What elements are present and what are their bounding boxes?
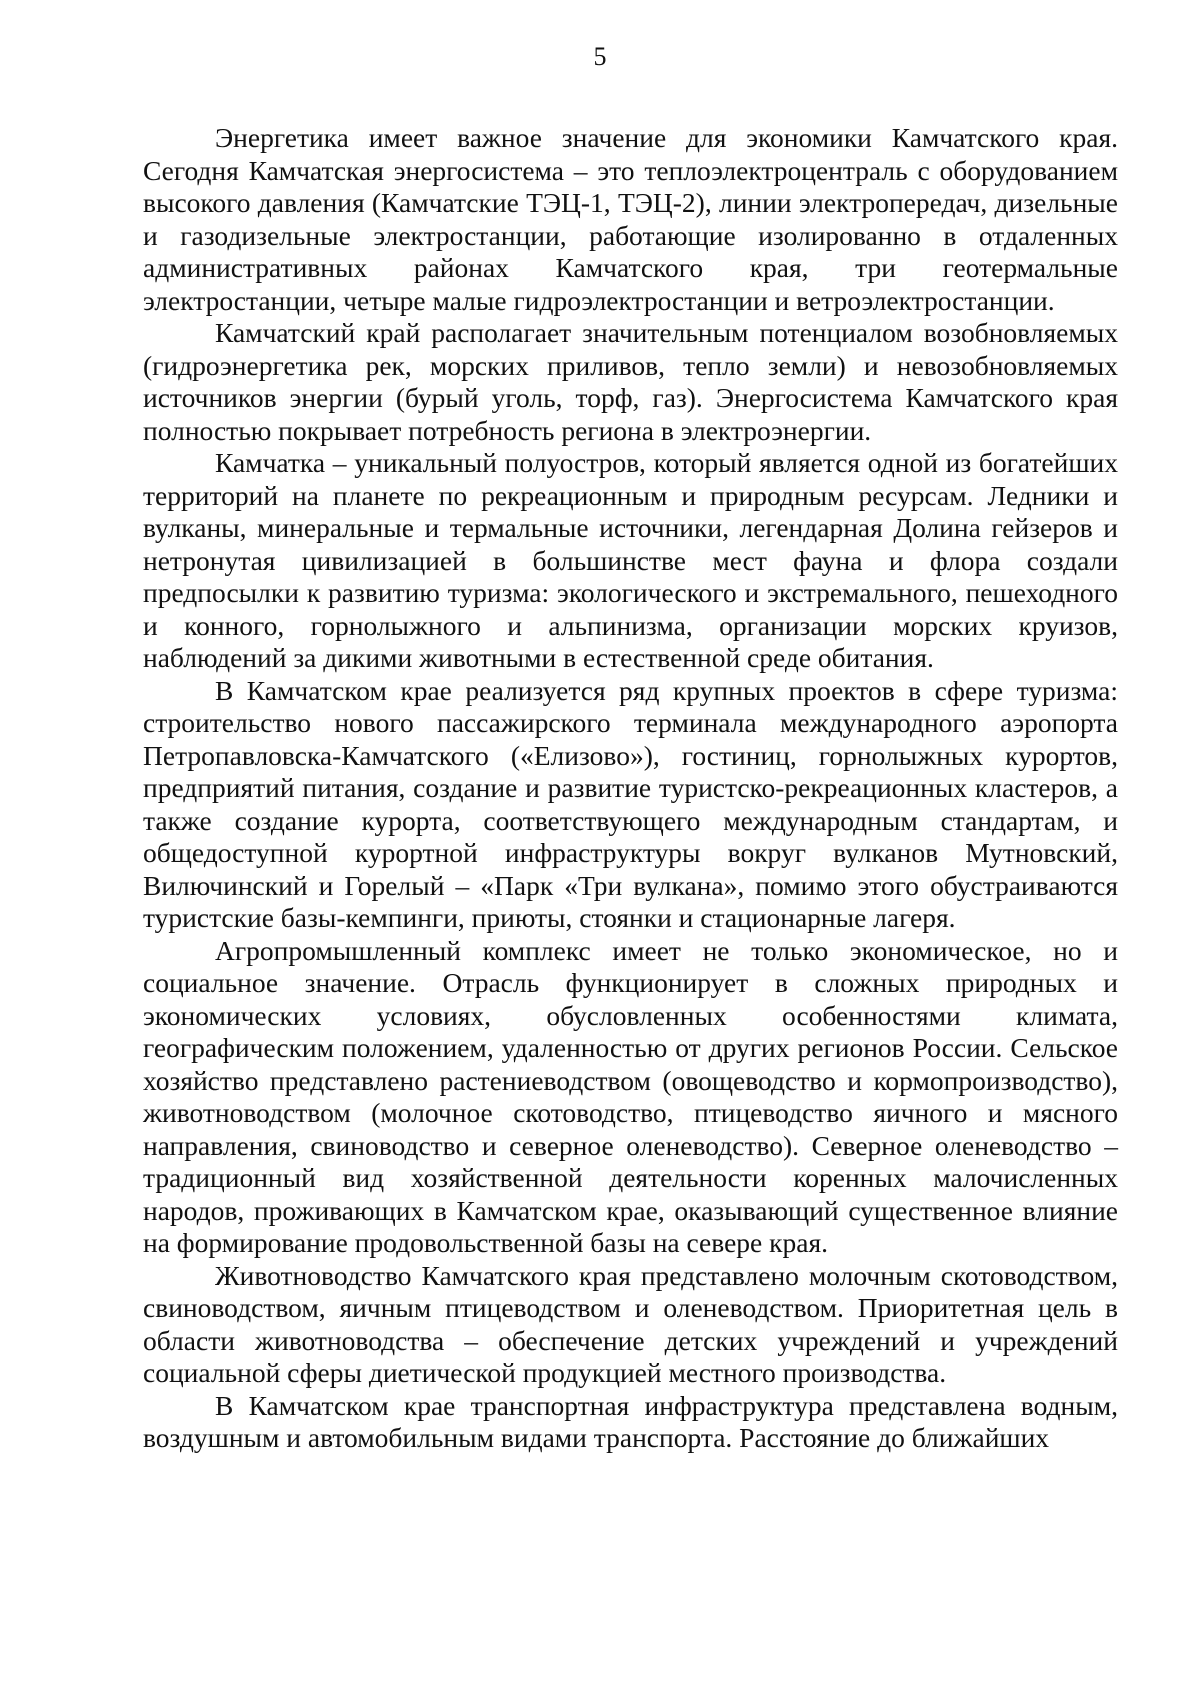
document-body [143, 122, 1118, 1455]
paragraph-energy-potential: Камчатский край располагает значительным потенциалом возобновляемых (гидроэнергетика рек, морских приливов, тепло земли) и невозобновляемых источников энергии (бурый уголь, торф, газ). Энергосистема Камчатского края полностью покрывает потребность региона в электроэнергии. [143, 317, 1118, 446]
paragraph-tourism-projects: В Камчатском крае реализуется ряд крупных проектов в сфере туризма: строительство нового пассажирского терминала международного аэропорта Петропавловска-Камчатского («Елизово»), гостиниц, горнолыжных курортов, предприятий питания, создание и развитие туристско-рекреационных кластеров, а также создание курорта, соответствующего международным стандартам, и общедоступной курортной инфраструктуры вокруг вулканов Мутновский, Вилючинский и Горелый – «Парк «Три вулкана», помимо этого обустраиваются туристские базы-кемпинги, приюты, стоянки и стационарные лагеря. [143, 674, 1118, 933]
page-number: 5 [593, 42, 607, 71]
paragraph-livestock: Животноводство Камчатского края представлено молочным скотоводством, свиноводством, яичным птицеводством и оленеводством. Приоритетная цель в области животноводства – обеспечение детских учреждений и учреждений социальной сферы диетической продукцией местного производства. [143, 1259, 1118, 1388]
paragraph-transport: В Камчатском крае транспортная инфраструктура представлена водным, воздушным и автомобильным видами транспорта. Расстояние до ближайших [143, 1389, 1118, 1453]
paragraph-energy: Энергетика имеет важное значение для экономики Камчатского края. Сегодня Камчатская энергосистема – это теплоэлектроцентраль с оборудованием высокого давления (Камчатские ТЭЦ-1, ТЭЦ-2), линии электропередач, дизельные и газодизельные электростанции, работающие изолированно в отдаленных административных районах Камчатского края, три геотермальные электростанции, четыре малые гидроэлектростанции и ветроэлектростанции. [143, 122, 1118, 316]
paragraph-agro-complex: Агропромышленный комплекс имеет не только экономическое, но и социальное значение. Отрасль функционирует в сложных природных и экономических условиях, обусловленных особенностями климата, географическим положением, удаленностью от других регионов России. Сельское хозяйство представлено растениеводством (овощеводство и кормопроизводство), животноводством (молочное скотоводство, птицеводство яичного и мясного направления, свиноводство и северное оленеводство). Северное оленеводство – традиционный вид хозяйственной деятельности коренных малочисленных народов, проживающих в Камчатском крае, оказывающий существенное влияние на формирование продовольственной базы на севере края. [143, 934, 1118, 1258]
paragraph-kamchatka-resources: Камчатка – уникальный полуостров, который является одной из богатейших территорий на планете по рекреационным и природным ресурсам. Ледники и вулканы, минеральные и термальные источники, легендарная Долина гейзеров и нетронутая цивилизацией в большинстве мест фауна и флора создали предпосылки к развитию туризма: экологического и экстремального, пешеходного и конного, горнолыжного и альпинизма, организации морских круизов, наблюдений за дикими животными в естественной среде обитания. [143, 447, 1118, 673]
